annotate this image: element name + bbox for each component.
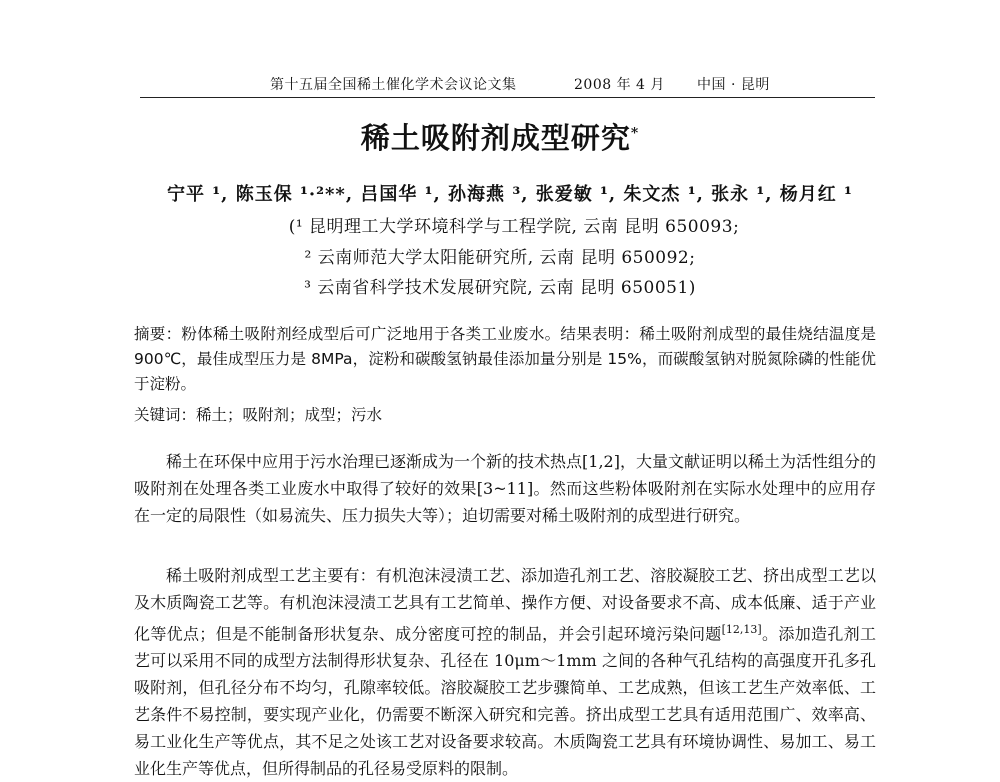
affiliation-2: ² 云南师范大学太阳能研究所, 云南 昆明 650092; (304, 248, 696, 268)
title-footnote-mark: * (630, 125, 640, 142)
abstract: 摘要：粉体稀土吸附剂经成型后可广泛地用于各类工业废水。结果表明：稀土吸附剂成型的最佳烧结温度是 900℃，最佳成型压力是 8MPa，淀粉和碳酸氢钠最佳添加量分别是 15%，而碳酸氢钠对脱氮除磷的性能优于淀粉。 (134, 325, 876, 393)
author-list: 宁平 ¹, 陈玉保 ¹·²**, 吕国华 ¹, 孙海燕 ³, 张爱敏 ¹, 朱文杰 ¹, 张永 ¹, 杨月红 ¹ (167, 184, 853, 205)
body-paragraph-2 (134, 562, 876, 782)
citation-ref: [12,13] (721, 623, 762, 636)
paragraph-2-part-a: 稀土吸附剂成型工艺主要有：有机泡沫浸渍工艺、添加造孔剂工艺、溶胶凝胶工艺、挤出成型工艺以及木质陶瓷工艺等。有机泡沫浸渍工艺具有工艺简单、操作方便、对设备要求不高、成本低廉、适于产业化等优点；但是不能制备形状复杂、成分密度可控的制品，并会引起环境污染问题 (134, 566, 876, 644)
body-paragraph-1: 稀土在环保中应用于污水治理已逐渐成为一个新的技术热点[1,2]，大量文献证明以稀土为活性组分的吸附剂在处理各类工业废水中取得了较好的效果[3~11]。然而这些粉体吸附剂在实际水处理中的应用存在一定的局限性（如易流失、压力损失大等）；迫切需要对稀土吸附剂的成型进行研究。 (134, 452, 876, 525)
paper-title (0, 116, 1000, 157)
conference-date: 2008 年 4 月 (574, 77, 665, 93)
conference-name: 第十五届全国稀土催化学术会议论文集 (270, 77, 517, 93)
keywords: 关键词：稀土；吸附剂；成型；污水 (134, 406, 383, 424)
paper-title-text: 稀土吸附剂成型研究 (360, 121, 631, 155)
header-rule (140, 97, 875, 98)
conference-location: 中国 · 昆明 (697, 77, 770, 93)
affiliation-3: ³ 云南省科学技术发展研究院, 云南 昆明 650051) (304, 278, 696, 298)
paragraph-2-part-b: 。添加造孔剂工艺可以采用不同的成型方法制得形状复杂、孔径在 10μm～1mm 之间的各种气孔结构的高强度开孔多孔吸附剂，但孔径分布不均匀，孔隙率较低。溶胶凝胶工艺步骤简单、工艺成熟，但该工艺生产效率低、工艺条件不易控制，要实现产业化，仍需要不断深入研究和完善。挤出成型工艺具有适用范围广、效率高、易工业化生产等优点，其不足之处该工艺对设备要求较高。木质陶瓷工艺具有环境协调性、易加工、易工业化生产等优点，但所得制品的孔径易受原料的限制。 (134, 624, 876, 779)
affiliation-1: (¹ 昆明理工大学环境科学与工程学院, 云南 昆明 650093; (288, 217, 740, 237)
